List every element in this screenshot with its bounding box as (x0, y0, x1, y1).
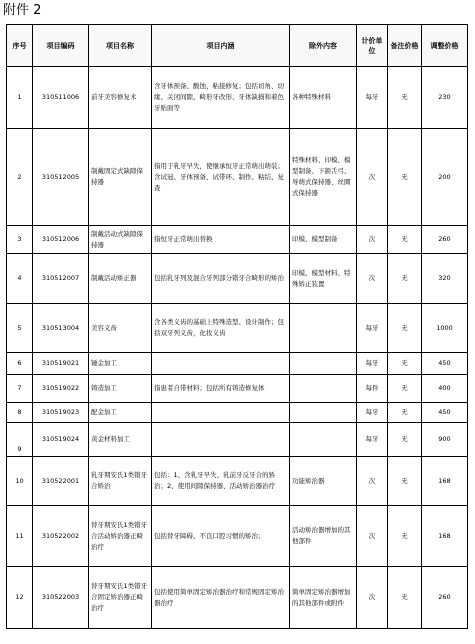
header-excluded: 除外内容 (290, 25, 357, 67)
header-content: 项目内涵 (152, 25, 290, 67)
table-row (7, 254, 468, 304)
row-excluded: 功能矫治器 (290, 457, 357, 506)
row-excluded (290, 423, 357, 457)
row-remark: 无 (388, 129, 422, 226)
row-code: 310519022 (33, 375, 89, 403)
header-remark: 备注价格 (388, 25, 422, 67)
row-seq: 10 (7, 457, 33, 506)
row-remark: 无 (388, 67, 422, 129)
row-excluded (290, 304, 357, 353)
row-code: 310519024 (33, 423, 89, 457)
row-code: 310512006 (33, 226, 89, 254)
table-row (7, 423, 468, 457)
row-price: 168 (422, 506, 468, 567)
row-remark: 无 (388, 254, 422, 304)
row-seq: 12 (7, 567, 33, 629)
row-unit: 每牙 (357, 403, 388, 423)
row-price: 200 (422, 129, 468, 226)
row-content (152, 403, 290, 423)
row-name: 制戴活动矫正器 (89, 254, 152, 304)
row-seq: 8 (7, 403, 33, 423)
table-row (7, 403, 468, 423)
row-price: 450 (422, 353, 468, 375)
row-code: 310519023 (33, 403, 89, 423)
row-unit: 次 (357, 567, 388, 629)
row-remark: 无 (388, 403, 422, 423)
row-remark: 无 (388, 375, 422, 403)
row-seq: 5 (7, 304, 33, 353)
row-unit: 每牙 (357, 353, 388, 375)
row-name: 前牙美容修复术 (89, 67, 152, 129)
row-code: 310511006 (33, 67, 89, 129)
row-unit: 次 (357, 506, 388, 567)
header-seq: 序号 (7, 25, 33, 67)
row-excluded: 印模、模型制备 (290, 226, 357, 254)
row-remark: 无 (388, 423, 422, 457)
row-name: 制戴活动式缺隙保持器 (89, 226, 152, 254)
row-code: 310512005 (33, 129, 89, 226)
row-remark: 无 (388, 353, 422, 375)
row-name: 锤金加工 (89, 353, 152, 375)
row-code: 310512007 (33, 254, 89, 304)
row-seq: 2 (7, 129, 33, 226)
row-unit: 每牙 (357, 67, 388, 129)
row-name: 替牙期安氏1类错牙合活动矫治器正畸治疗 (89, 506, 152, 567)
row-remark: 无 (388, 304, 422, 353)
row-code: 310522001 (33, 457, 89, 506)
row-seq: 7 (7, 375, 33, 403)
row-name: 乳牙期安氏1类错牙合矫治 (89, 457, 152, 506)
row-content: 含牙体预备、酸蚀、粘接修复；包括切角、切缘、关闭间隙、畸形牙改形、牙体缺损和着色牙贴面等 (152, 67, 290, 129)
row-price: 230 (422, 67, 468, 129)
row-excluded (290, 403, 357, 423)
row-remark: 无 (388, 506, 422, 567)
row-seq: 3 (7, 226, 33, 254)
row-name: 黄金材料加工 (89, 423, 152, 457)
table-row (7, 353, 468, 375)
table-row (7, 129, 468, 226)
row-name: 制戴固定式缺隙保持器 (89, 129, 152, 226)
row-content (152, 353, 290, 375)
row-remark: 无 (388, 457, 422, 506)
row-code: 310513004 (33, 304, 89, 353)
header-code: 项目编码 (33, 25, 89, 67)
row-excluded (290, 375, 357, 403)
table-row (7, 67, 468, 129)
attachment-label: 附件 2 (3, 3, 42, 18)
row-unit: 次 (357, 457, 388, 506)
header-name: 项目名称 (89, 25, 152, 67)
row-name: 配金加工 (89, 403, 152, 423)
row-code: 310522002 (33, 506, 89, 567)
row-unit: 每牙 (357, 304, 388, 353)
row-excluded (290, 353, 357, 375)
row-content: 包括使用简单固定矫治器治疗和常规固定矫治器治疗 (152, 567, 290, 629)
header-unit: 计价单位 (357, 25, 388, 67)
row-name: 铸造加工 (89, 375, 152, 403)
row-unit: 次 (357, 129, 388, 226)
row-content: 指恒牙正常萌出替换 (152, 226, 290, 254)
row-code: 310519021 (33, 353, 89, 375)
row-price: 900 (422, 423, 468, 457)
row-content: 包括替牙障碍、不良口腔习惯的矫治； (152, 506, 290, 567)
row-excluded: 简单固定矫治器增加的其他部件或附件 (290, 567, 357, 629)
row-content: 含各类义齿的基础上特殊造型、设计制作；包括双牙列义齿，化妆义齿 (152, 304, 290, 353)
price-table (6, 24, 468, 629)
row-content: 包括：1、含乳牙早失、乳前牙反牙合的矫治；2、使用间隙保持器、活动矫治器治疗 (152, 457, 290, 506)
row-seq: 11 (7, 506, 33, 567)
table-row (7, 567, 468, 629)
row-excluded: 各种特殊材料 (290, 67, 357, 129)
table-header-row (7, 25, 468, 67)
row-seq: 1 (7, 67, 33, 129)
row-content: 指患者自带材料；包括所有铸造修复体 (152, 375, 290, 403)
row-unit: 次 (357, 226, 388, 254)
table-row (7, 304, 468, 353)
header-price: 调整价格 (422, 25, 468, 67)
row-code: 310522003 (33, 567, 89, 629)
row-price: 400 (422, 375, 468, 403)
table-row (7, 375, 468, 403)
row-seq: 9 (7, 423, 33, 457)
row-seq: 4 (7, 254, 33, 304)
row-content: 包括乳牙列及混合牙列部分错牙合畸形的矫治 (152, 254, 290, 304)
row-name: 替牙期安氏1类错牙合固定矫治器正畸治疗 (89, 567, 152, 629)
table-row (7, 506, 468, 567)
row-excluded: 特殊材料、印模、模型制备、下颌舌弓、导萌式保持器、丝圈式保持器 (290, 129, 357, 226)
row-remark: 无 (388, 226, 422, 254)
row-price: 450 (422, 403, 468, 423)
row-name: 美容义齿 (89, 304, 152, 353)
row-seq: 6 (7, 353, 33, 375)
row-unit: 次 (357, 254, 388, 304)
row-excluded: 印模、模型材料、特殊矫正装置 (290, 254, 357, 304)
row-unit: 每件 (357, 375, 388, 403)
row-price: 1000 (422, 304, 468, 353)
row-price: 168 (422, 457, 468, 506)
row-price: 320 (422, 254, 468, 304)
table-row (7, 457, 468, 506)
table-row (7, 226, 468, 254)
row-remark: 无 (388, 567, 422, 629)
row-content: 指用于乳牙早失，使继承恒牙正常萌出萌装；含试冠、牙体预备、试带环、制作、粘结、复查 (152, 129, 290, 226)
row-excluded: 活动矫治器增加的其他部件 (290, 506, 357, 567)
row-unit: 每牙 (357, 423, 388, 457)
row-content (152, 423, 290, 457)
row-price: 260 (422, 567, 468, 629)
row-price: 260 (422, 226, 468, 254)
